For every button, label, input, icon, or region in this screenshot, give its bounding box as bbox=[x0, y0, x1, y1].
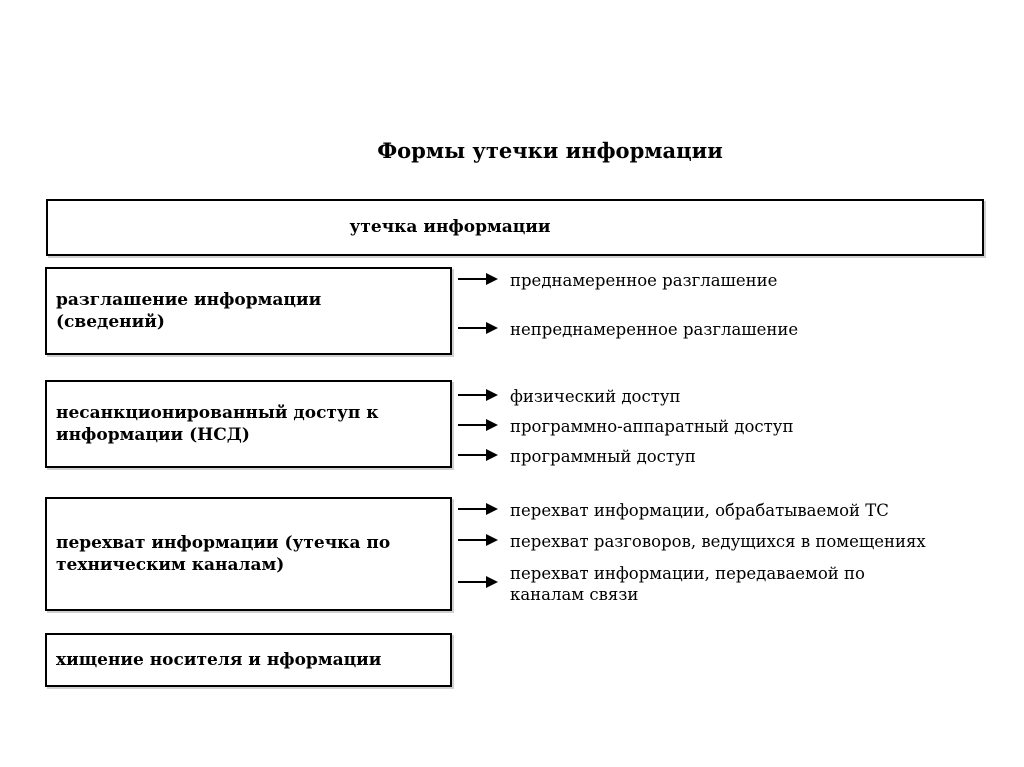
category-box-media-theft bbox=[45, 633, 452, 687]
arrow-right-icon bbox=[458, 575, 498, 589]
sub-item bbox=[458, 386, 681, 407]
sub-item-label: перехват информации, обрабатываемой ТС bbox=[510, 501, 889, 520]
sub-item bbox=[458, 319, 798, 340]
sub-item-label: перехват разговоров, ведущихся в помещениях bbox=[510, 532, 926, 551]
sub-item-label: непреднамеренное разглашение bbox=[510, 320, 799, 339]
sub-item-label: физический доступ bbox=[510, 387, 681, 406]
category-label: несанкционированный доступ к информации (НСД) bbox=[56, 402, 379, 445]
sub-item bbox=[458, 531, 926, 552]
sub-item-label: программный доступ bbox=[510, 447, 696, 466]
sub-item bbox=[458, 446, 696, 467]
root-node-label: утечка информации bbox=[349, 217, 551, 238]
category-label: перехват информации (утечка по техническим каналам) bbox=[56, 532, 391, 575]
sub-item bbox=[458, 563, 910, 606]
sub-item-label: преднамеренное разглашение bbox=[510, 271, 778, 290]
category-box-unauthorized-access bbox=[45, 380, 452, 468]
arrow-right-icon bbox=[458, 533, 498, 547]
category-label: разглашение информации (сведений) bbox=[56, 289, 322, 332]
sub-item-label: программно-аппаратный доступ bbox=[510, 417, 794, 436]
sub-item bbox=[458, 416, 793, 437]
sub-item bbox=[458, 270, 777, 291]
category-box-disclosure bbox=[45, 267, 452, 355]
root-node-box bbox=[46, 199, 984, 256]
arrow-right-icon bbox=[458, 272, 498, 286]
arrow-right-icon bbox=[458, 418, 498, 432]
arrow-right-icon bbox=[458, 388, 498, 402]
arrow-right-icon bbox=[458, 502, 498, 516]
diagram-title: Формы утечки информации bbox=[377, 138, 723, 163]
sub-item-label: перехват информации, передаваемой по каналам связи bbox=[510, 564, 865, 605]
category-label: хищение носителя и нформации bbox=[56, 649, 382, 670]
arrow-right-icon bbox=[458, 321, 498, 335]
sub-item bbox=[458, 500, 889, 521]
category-box-interception bbox=[45, 497, 452, 611]
arrow-right-icon bbox=[458, 448, 498, 462]
